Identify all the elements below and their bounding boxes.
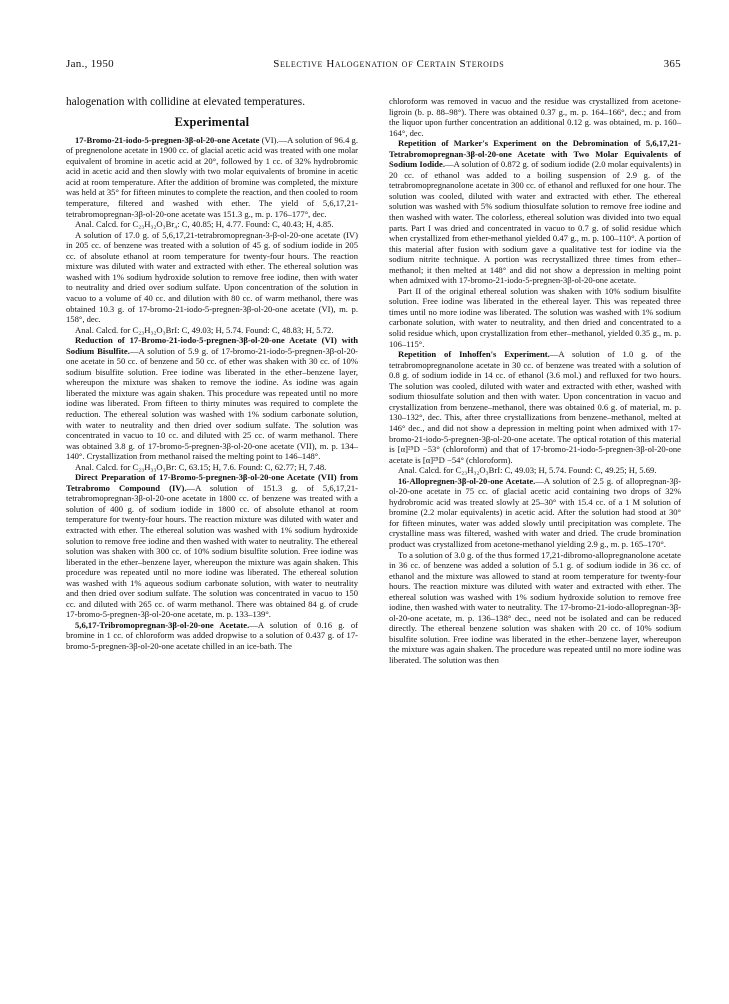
paragraph — [389, 550, 681, 666]
paragraph-text: —A solution of 0.16 g. of bromine in 1 cc. of chloroform was added dropwise to a solution of 0.437 g. of 17-bromo-5-pregnen-3β-ol-20-one acetate chilled in an ice-bath. The — [66, 619, 358, 651]
paragraph-text: —A solution of 0.872 g. of sodium iodide (2.0 molar equivalents) in 20 cc. of ethanol was added to a boiling suspension of 2.9 g. of the tetrabromopregnanolone acetate in 300 cc. of ethanol and refluxed for one hour. The solution was cooled, diluted with water and extracted with ether. The ethereal solution was washed with 5% sodium thiosulfate solution to remove free iodine and then washed with water. The colorless, ethereal solution was divided into two equal parts. Part I was dried and concentrated in vacuo to 0.7 g. of solid residue which when crystallized from ether-methanol yielded 0.47 g., m. p. 100–110°. A portion of this material after fusion with sodium gave a qualitative test for iodine via the sodium nitrite technique. A portion was recrystallized three times from ether–methanol; it then melted at 148° and did not show a depression in melting point when admixed with 17-bromo-21-iodo-5-pregnen-3β-ol-20-one acetate. — [389, 159, 681, 286]
paragraph-heading: Direct Preparation of 17-Bromo-5-pregnen-3β-ol-20-one Acetate (VII) from Tetrabromo Compound (IV). — [66, 472, 358, 493]
paragraph-text: Anal. Calcd. for C₂₃H₃₂O₃BrI: C, 49.03; H, 5.74. Found: C, 48.83; H, 5.72. — [75, 324, 334, 335]
running-head — [66, 58, 681, 70]
paragraph-heading: 16-Allopregnen-3β-ol-20-one Acetate. — [398, 475, 536, 486]
paragraph — [66, 325, 358, 336]
paragraph — [389, 349, 681, 465]
paragraph — [66, 96, 358, 109]
paragraph-text: Anal. Calcd. for C₂₃H₃₂O₃Br₄: C, 40.85; H, 4.77. Found: C, 40.43; H, 4.85. — [75, 219, 334, 230]
paragraph — [389, 476, 681, 550]
paragraph-heading: 5,6,17-Tribromopregnan-3β-ol-20-one Acetate. — [75, 619, 250, 630]
paragraph — [66, 472, 358, 620]
paragraph — [389, 138, 681, 286]
paragraph-text: Anal. Calcd. for C₂₃H₃₂O₃BrI: C, 49.03; H, 5.74. Found: C, 49.25; H, 5.69. — [398, 465, 657, 476]
paragraph-text: —A solution of 151.3 g. of 5,6,17,21-tetrabromopregnan-3β-ol-20-one acetate in 1800 cc. of benzene was treated with a solution of 400 g. of sodium iodide in 1800 cc. of absolute ethanol at room temperature for twenty-four hours. The reaction mixture was diluted with water and extracted with ether. The ethereal solution was washed with 1% sodium hydroxide solution to remove free iodine and then washed with water to neutrality. The ethereal solution was shaken with 300 cc. of 10% sodium bisulfite solution. Free iodine was liberated in the ether–benzene layer, whereupon the mixture was again shaken. This procedure was repeated until no more iodine was liberated. The ethereal solution was washed with 1% aqueous sodium carbonate solution, with water to neutrality and then dried over sodium sulfate. The solution was concentrated in vacuo to 150 cc. and diluted with 265 cc. of warm methanol. There was obtained 84 g. of crude 17-bromo-5-pregnen-3β-ol-20-one acetate, m. p. 133–139°. — [66, 482, 358, 620]
paragraph-text: To a solution of 3.0 g. of the thus formed 17,21-dibromo-allopregnanolone acetate in 36 cc. of benzene was added a solution of 5.1 g. of sodium iodide in 36 cc. of ethanol and the mixture was allowed to stand at room temperature for twenty-four hours. The reaction mixture was diluted with water and extracted with ether. The ethereal solution was washed with 1% sodium hydroxide solution to remove free iodine, then washed with water to neutrality. The 17-bromo-21-iodo-allopregnan-3β-ol-20-one acetate, m. p. 136–138° dec., need not be isolated and can be reduced directly. The ethereal benzene solution was shaken with 20 cc. of 10% sodium bisulfite solution. Free iodine was liberated in the ether–benzene layer, whereupon the mixture was again shaken. The procedure was repeated until no more iodine was liberated. The solution was then — [389, 549, 681, 665]
paragraph-heading: Reduction of 17-Bromo-21-iodo-5-pregnen-3β-ol-20-one Acetate (VI) with Sodium Bisulfite. — [66, 335, 358, 356]
page-number: 365 — [663, 58, 681, 70]
paragraph — [389, 286, 681, 349]
paragraph — [66, 462, 358, 473]
right-column — [389, 96, 681, 666]
paragraph — [66, 230, 358, 325]
paragraph — [389, 96, 681, 138]
paragraph-heading: Repetition of Inhoffen's Experiment. — [398, 349, 550, 360]
section-heading: Experimental — [174, 115, 250, 130]
body-columns — [66, 96, 681, 666]
paragraph-heading: 17-Bromo-21-iodo-5-pregnen-3β-ol-20-one Acetate — [75, 134, 260, 145]
paragraph — [66, 620, 358, 652]
paragraph-text: —A solution of 2.5 g. of allopregnan-3β-ol-20-one acetate in 75 cc. of glacial acetic acid containing two drops of 32% hydrobromic acid was treated slowly at 25–30° with 15.4 cc. of a 1 M solution of bromine (2.2 molar equivalents) in acetic acid. After the solution had stood at 30° for fifteen minutes, water was added slowly until precipitation was complete. The crystalline mass was filtered, washed with water and dried. The crude bromination product was crystallized from acetone-methanol yielding 2.9 g., m. p. 165–170°. — [389, 475, 681, 549]
paragraph-text: chloroform was removed in vacuo and the residue was crystallized from acetone-ligroin (b. p. 88–98°). There was obtained 0.37 g., m. p. 164–166°, dec.; and from the liquor upon further concentration an additional 0.12 g. was obtained, m. p. 160–164°, dec. — [389, 96, 681, 138]
paragraph-text: halogenation with collidine at elevated temperatures. — [66, 96, 306, 108]
left-column — [66, 96, 358, 666]
paragraph — [66, 219, 358, 230]
header-title: Selective Halogenation of Certain Steroids — [273, 58, 505, 70]
paragraph-text: Anal. Calcd. for C₂₃H₃₃O₃Br: C, 63.15; H, 7.6. Found: C, 62.77; H, 7.48. — [75, 461, 327, 472]
paragraph-text: —A solution of 5.9 g. of 17-bromo-21-iodo-5-pregnen-3β-ol-20-one acetate in 50 cc. of benzene and 50 cc. of ether was shaken with 30 cc. of 10% sodium bisulfite solution. Free iodine was liberated in the ether–benzene layer, whereupon the mixture was shaken to remove the iodine. As iodine was again liberated the mixture was again shaken. This procedure was repeated until no more iodine was liberated. From fifteen to thirty minutes was required to complete the reduction. The ethereal solution was washed with 1% sodium carbonate solution, with water to neutrality and then dried over sodium sulfate. The solution was concentrated in vacuo to 10 cc. and diluted with 25 cc. of warm methanol. There was obtained 3.8 g. of 17-bromo-5-pregnen-3β-ol-20-one acetate (VII), m. p. 134–140°. Crystallization from methanol raised the melting point to 146–148°. — [66, 345, 358, 462]
paragraph-text: Part II of the original ethereal solution was shaken with 10% sodium bisulfite solution. Free iodine was liberated in the ethereal layer. This was repeated three times until no more iodine was liberated. The solution was washed with 1% sodium carbonate solution, with water to neutrality, and then dried and concentrated to a solid residue which, upon crystallization from ether–methanol, yielded 0.35 g., m. p. 106–115°. — [389, 285, 681, 349]
paragraph — [66, 335, 358, 462]
paragraph-text: A solution of 17.0 g. of 5,6,17,21-tetrabromopregnan-3-β-ol-20-one acetate (IV) in 205 cc. of benzene was treated with a solution of 45 g. of sodium iodide in 205 cc. of absolute ethanol at room temperature for twenty-four hours. The reaction mixture was diluted with water and extracted with ether. The ethereal solution was washed with 1% sodium hydroxide solution to remove free iodine, then with water to neutrality and dried over sodium sulfate. Upon concentration of the solution in vacuo to a volume of 40 cc. and dilution with 80 cc. of warm methanol, there was obtained 10.3 g. of 17-bromo-21-iodo-5-pregnen-3β-ol-20-one acetate (VI), m. p. 158°, dec. — [66, 229, 358, 325]
header-date: Jan., 1950 — [66, 58, 114, 70]
paragraph — [66, 135, 358, 219]
paragraph-text: —A solution of 1.0 g. of the tetrabromopregnanolone acetate in 30 cc. of benzene was treated with a solution of 0.8 g. of sodium iodide in 14 cc. of ethanol (3.6 mol.) and refluxed for two hours. The solution was cooled, diluted with water and extracted with ether, washed with sodium thiosulfate solution and then with water. Upon concentration in vacuo and crystallization from benzene–methanol, there was obtained 0.6 g. of material, m. p. 130–132°, dec. This, after three crystallizations from benzene–methanol, melted at 146° dec., and did not show a depression in melting point when admixed with 17-bromo-21-iodo-5-pregnen-3β-ol-20-one acetate. The optical rotation of this material is [α]²⁵D −53° (chloroform) and that of 17-bromo-21-iodo-5-pregnen-3β-ol-20-one acetate is [α]²⁵D −54° (chloroform). — [389, 349, 681, 465]
paragraph-heading: Repetition of Marker's Experiment on the Debromination of 5,6,17,21-Tetrabromopregnan-3β-ol-20-one Acetate with Two Molar Equivalents of Sodium Iodide. — [389, 138, 681, 170]
paragraph-text: (VI).—A solution of 96.4 g. of pregnenolone acetate in 1900 cc. of glacial acetic acid was treated with one molar equivalent of bromine in acetic acid at 20°, followed by 1 cc. of 32% hydrobromic acid in acetic acid and then slowly with two molar equivalents of bromine in acetic acid at room temperature. After the addition of bromine was completed, the mixture was held at 35° for fifteen minutes to complete the reaction, and then cooled to room temperature, filtered and washed with ether. The yield of 5,6,17,21-tetrabromopregnan-3β-ol-20-one acetate was 151.3 g., m. p. 176–177°, dec. — [66, 134, 358, 219]
paragraph — [389, 465, 681, 476]
